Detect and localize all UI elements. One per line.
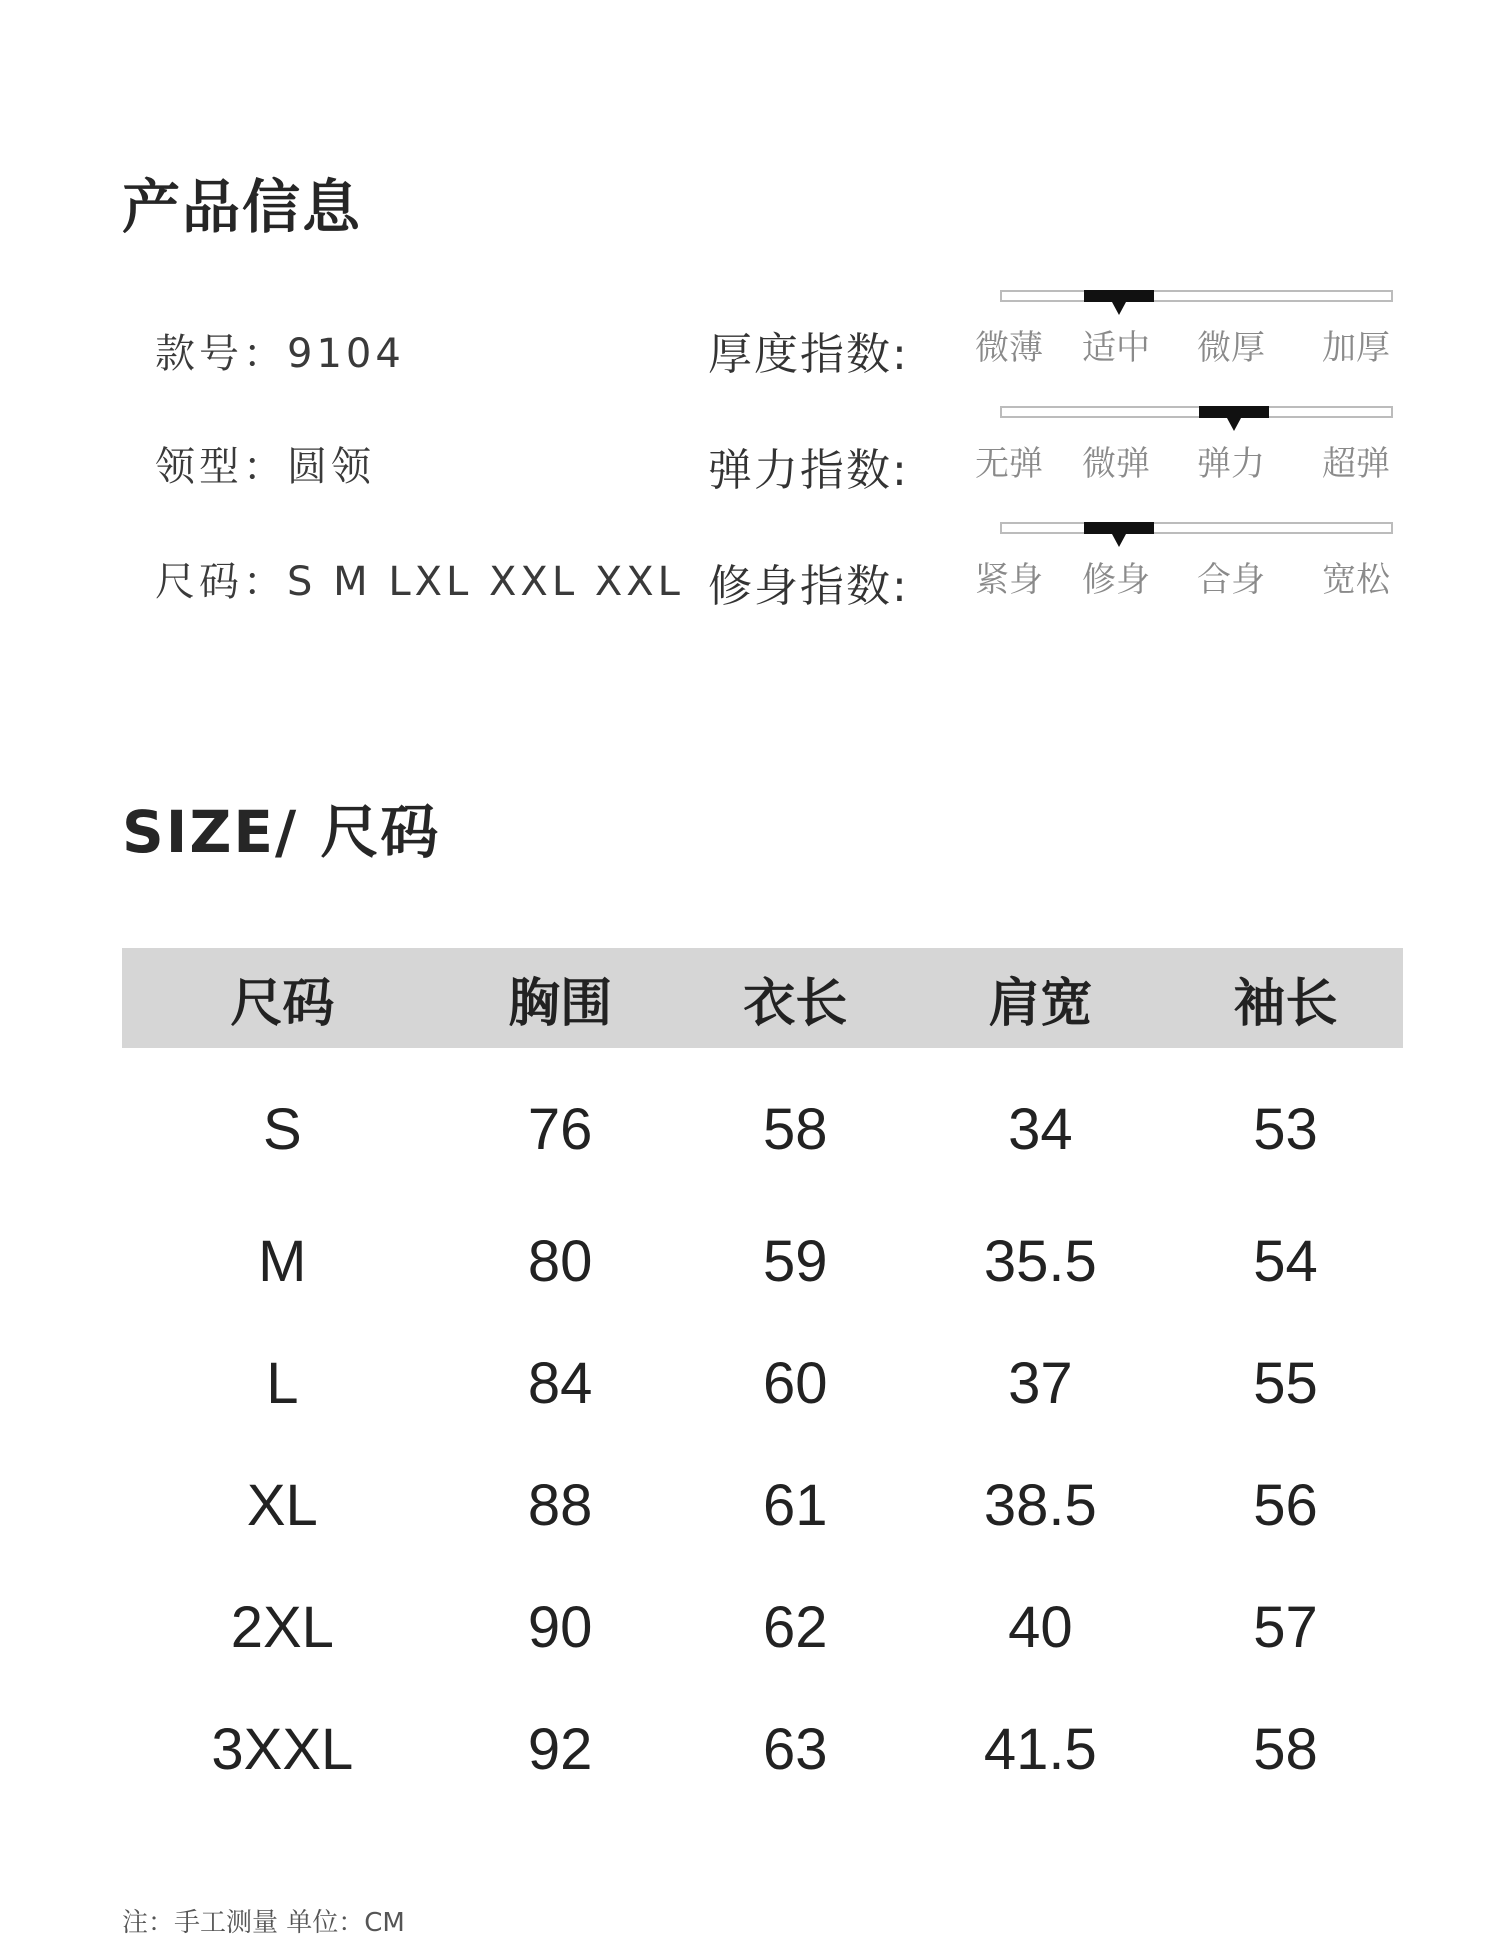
header-sleeve: 袖长 [1168, 948, 1403, 1048]
table-cell: 58 [1253, 1716, 1318, 1782]
table-cell: 54 [1253, 1228, 1318, 1294]
elasticity-scale [975, 406, 1400, 486]
table-cell: 62 [762, 1594, 828, 1660]
size-table [122, 948, 1403, 1810]
table-cell: 37 [1008, 1350, 1073, 1416]
table-cell: 38.5 [983, 1472, 1097, 1538]
table-cell: 53 [1253, 1096, 1318, 1162]
scale-option: 合身 [1197, 560, 1265, 600]
scale-pointer-icon [1112, 534, 1126, 547]
table-cell: 88 [527, 1472, 593, 1538]
scale-option: 超弹 [1322, 444, 1390, 484]
scale-marker [1084, 522, 1154, 534]
table-cell: 57 [1253, 1594, 1318, 1660]
table-cell: 59 [762, 1228, 828, 1294]
scale-track [1000, 522, 1393, 534]
table-cell: 80 [527, 1228, 593, 1294]
scale-option: 无弹 [975, 444, 1043, 484]
table-row [122, 1444, 1403, 1566]
product-info-title: 产品信息 [122, 173, 363, 241]
table-cell: 35.5 [983, 1228, 1097, 1294]
scale-marker [1199, 406, 1269, 418]
available-sizes [155, 550, 684, 607]
header-size: 尺码 [122, 948, 443, 1048]
header-shoulder: 肩宽 [913, 948, 1168, 1048]
thickness-scale [975, 290, 1400, 370]
collar-label: 领型： [155, 444, 287, 490]
sizes-label: 尺码： [155, 559, 287, 605]
scale-option: 微厚 [1197, 328, 1265, 368]
table-cell: 84 [527, 1350, 593, 1416]
table-cell: 58 [762, 1096, 828, 1162]
table-cell: 92 [527, 1716, 593, 1782]
table-cell: 76 [527, 1096, 593, 1162]
header-chest: 胸围 [443, 948, 678, 1048]
sizes-value: S M LXL XXL XXL [287, 559, 684, 605]
elasticity-index-label: 弹力指数: [708, 445, 909, 496]
measurement-note: 注：手工测量 单位：CM [122, 1908, 405, 1938]
collar-value: 圆领 [287, 444, 375, 490]
thickness-index-label: 厚度指数: [708, 329, 909, 380]
scale-option: 适中 [1082, 328, 1150, 368]
scale-pointer-icon [1227, 418, 1241, 431]
table-cell: 34 [1008, 1096, 1073, 1162]
table-cell: 60 [762, 1350, 828, 1416]
scale-option: 加厚 [1322, 328, 1390, 368]
table-cell: 55 [1253, 1350, 1318, 1416]
table-cell: M [258, 1228, 307, 1294]
table-cell: 2XL [230, 1594, 334, 1660]
scale-marker [1084, 290, 1154, 302]
table-cell: 56 [1253, 1472, 1318, 1538]
model-number [155, 322, 405, 379]
scale-track [1000, 406, 1393, 418]
table-cell: 41.5 [983, 1716, 1097, 1782]
model-label: 款号： [155, 331, 287, 377]
header-length: 衣长 [678, 948, 913, 1048]
table-cell: 61 [762, 1472, 828, 1538]
size-chart-title: SIZE/ 尺码 [122, 798, 441, 866]
table-cell: XL [246, 1472, 318, 1538]
table-cell: 3XXL [211, 1716, 354, 1782]
scale-option: 微薄 [975, 328, 1043, 368]
scale-option: 紧身 [975, 560, 1043, 600]
table-cell: L [266, 1350, 299, 1416]
collar-type [155, 435, 375, 492]
table-row [122, 1322, 1403, 1444]
table-cell: 90 [527, 1594, 593, 1660]
table-cell: S [262, 1096, 302, 1162]
model-value: 9104 [287, 331, 405, 377]
table-row [122, 1688, 1403, 1810]
table-header-row [122, 948, 1403, 1048]
table-row [122, 1048, 1403, 1200]
scale-option: 弹力 [1197, 444, 1265, 484]
table-cell: 40 [1008, 1594, 1073, 1660]
scale-pointer-icon [1112, 302, 1126, 315]
table-row [122, 1566, 1403, 1688]
scale-option: 修身 [1082, 560, 1150, 600]
scale-track [1000, 290, 1393, 302]
scale-option: 微弹 [1082, 444, 1150, 484]
table-row [122, 1200, 1403, 1322]
table-cell: 63 [762, 1716, 828, 1782]
fit-index-label: 修身指数: [708, 561, 909, 612]
scale-option: 宽松 [1322, 560, 1390, 600]
fit-scale [975, 522, 1400, 602]
